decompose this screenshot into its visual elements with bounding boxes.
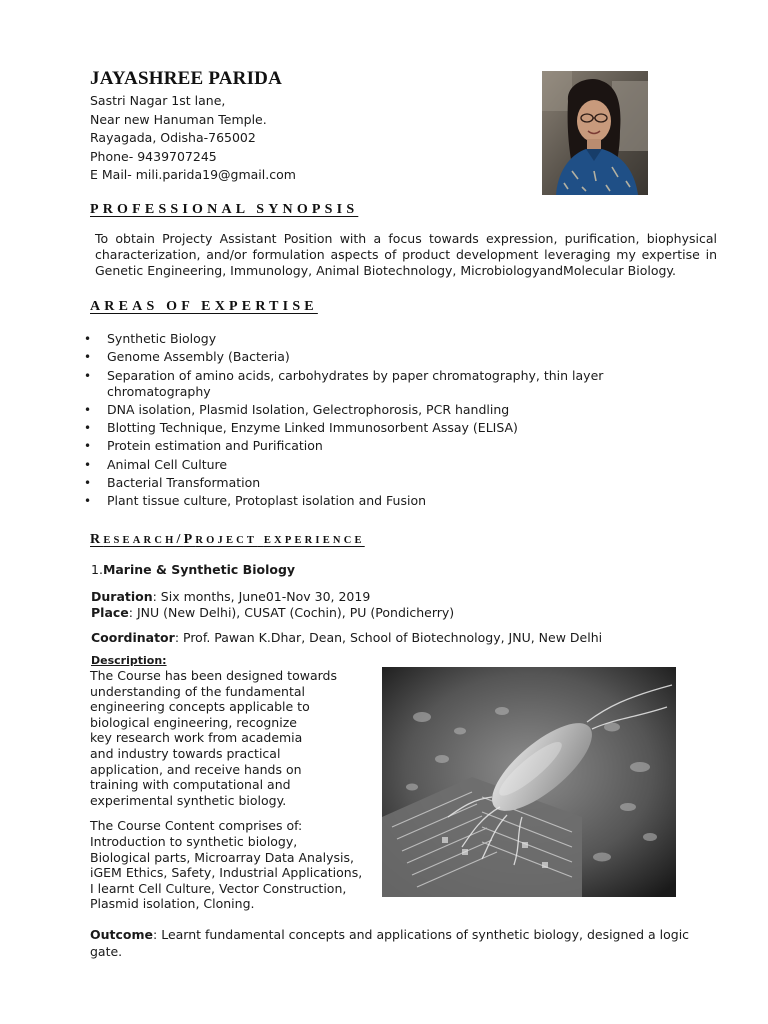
candidate-name: JAYASHREE PARIDA (90, 68, 283, 89)
bacterium-microchip-image (382, 667, 676, 897)
expertise-item: • Genome Assembly (Bacteria) (84, 349, 290, 365)
profile-photo-illustration (542, 71, 648, 195)
expertise-item: • Synthetic Biology (84, 331, 217, 346)
bullet-icon: • (84, 457, 92, 472)
project-title (91, 562, 295, 577)
expertise-heading: AREAS OF EXPERTISE (90, 299, 318, 314)
profile-photo (542, 71, 648, 195)
bullet-icon: • (84, 332, 92, 346)
expertise-list (84, 331, 644, 512)
address-line-1: Sastri Nagar 1st lane, (90, 93, 226, 108)
research-heading: RESEARCH/PROJECT EXPERIENCE (90, 532, 365, 547)
bullet-icon: • (84, 421, 92, 436)
description-text (90, 668, 380, 922)
project-duration: Duration: Six months, June01-Nov 30, 2019 (91, 589, 371, 604)
description-paragraph-1: The Course has been designed towards understanding of the fundamental engineering concepts applicable to biological engineering, recognize key research work from academia and industry towards practical application, and receive hands on training with computational and experimental synthetic biology. (90, 668, 337, 808)
address-line-3: Rayagada, Odisha-765002 (90, 130, 256, 145)
phone-number: Phone- 9439707245 (90, 148, 217, 164)
description-paragraph-2: The Course Content comprises of: Introduction to synthetic biology, Biological parts, Microarray Data Analysis, iGEM Ethics, Safety, Industrial Applications, I learnt Cell Culture, Vector Construction, Plasmid isolation, Cloning. (90, 818, 363, 912)
synopsis-text: To obtain Projecty Assistant Position with a focus towards expression, purification, biophysical characterization, and/or formulation aspects of product development leveraging my expertise in Genetic Engineering, Immunology, Animal Biotechnology, MicrobiologyandMolecular Biology. (95, 231, 717, 278)
project-outcome: Outcome: Learnt fundamental concepts and applications of synthetic biology, designed a logic gate. (90, 927, 690, 959)
expertise-item: • Animal Cell Culture (84, 456, 228, 472)
bacterium-microchip-illustration (382, 667, 676, 897)
contact-block (90, 92, 296, 185)
expertise-item: • Separation of amino acids, carbohydrates by paper chromatography, thin layer chromatography (84, 367, 604, 399)
bullet-icon: • (84, 350, 92, 365)
bullet-icon: • (84, 368, 92, 383)
bullet-icon: • (84, 402, 92, 417)
synopsis-heading: PROFESSIONAL SYNOPSIS (90, 202, 359, 217)
email-address: E Mail- mili.parida19@gmail.com (90, 167, 296, 182)
description-label: Description: (91, 654, 167, 667)
project-place: Place: JNU (New Delhi), CUSAT (Cochin), PU (Pondicherry) (91, 605, 455, 620)
project-coordinator: Coordinator: Prof. Pawan K.Dhar, Dean, School of Biotechnology, JNU, New Delhi (91, 630, 603, 645)
project-number: 1. (91, 562, 103, 577)
expertise-item: • DNA isolation, Plasmid Isolation, Gelectrophorosis, PCR handling (84, 401, 510, 417)
expertise-item: • Bacterial Transformation (84, 475, 261, 491)
project-name: Marine & Synthetic Biology (102, 562, 296, 577)
expertise-item: • Blotting Technique, Enzyme Linked Immunosorbent Assay (ELISA) (84, 420, 518, 436)
address-line-2: Near new Hanuman Temple. (90, 111, 267, 127)
bullet-icon: • (84, 476, 92, 491)
bullet-icon: • (84, 494, 92, 509)
bullet-icon: • (84, 439, 92, 454)
expertise-item: • Protein estimation and Purification (84, 438, 323, 454)
expertise-item: • Plant tissue culture, Protoplast isolation and Fusion (84, 493, 427, 509)
